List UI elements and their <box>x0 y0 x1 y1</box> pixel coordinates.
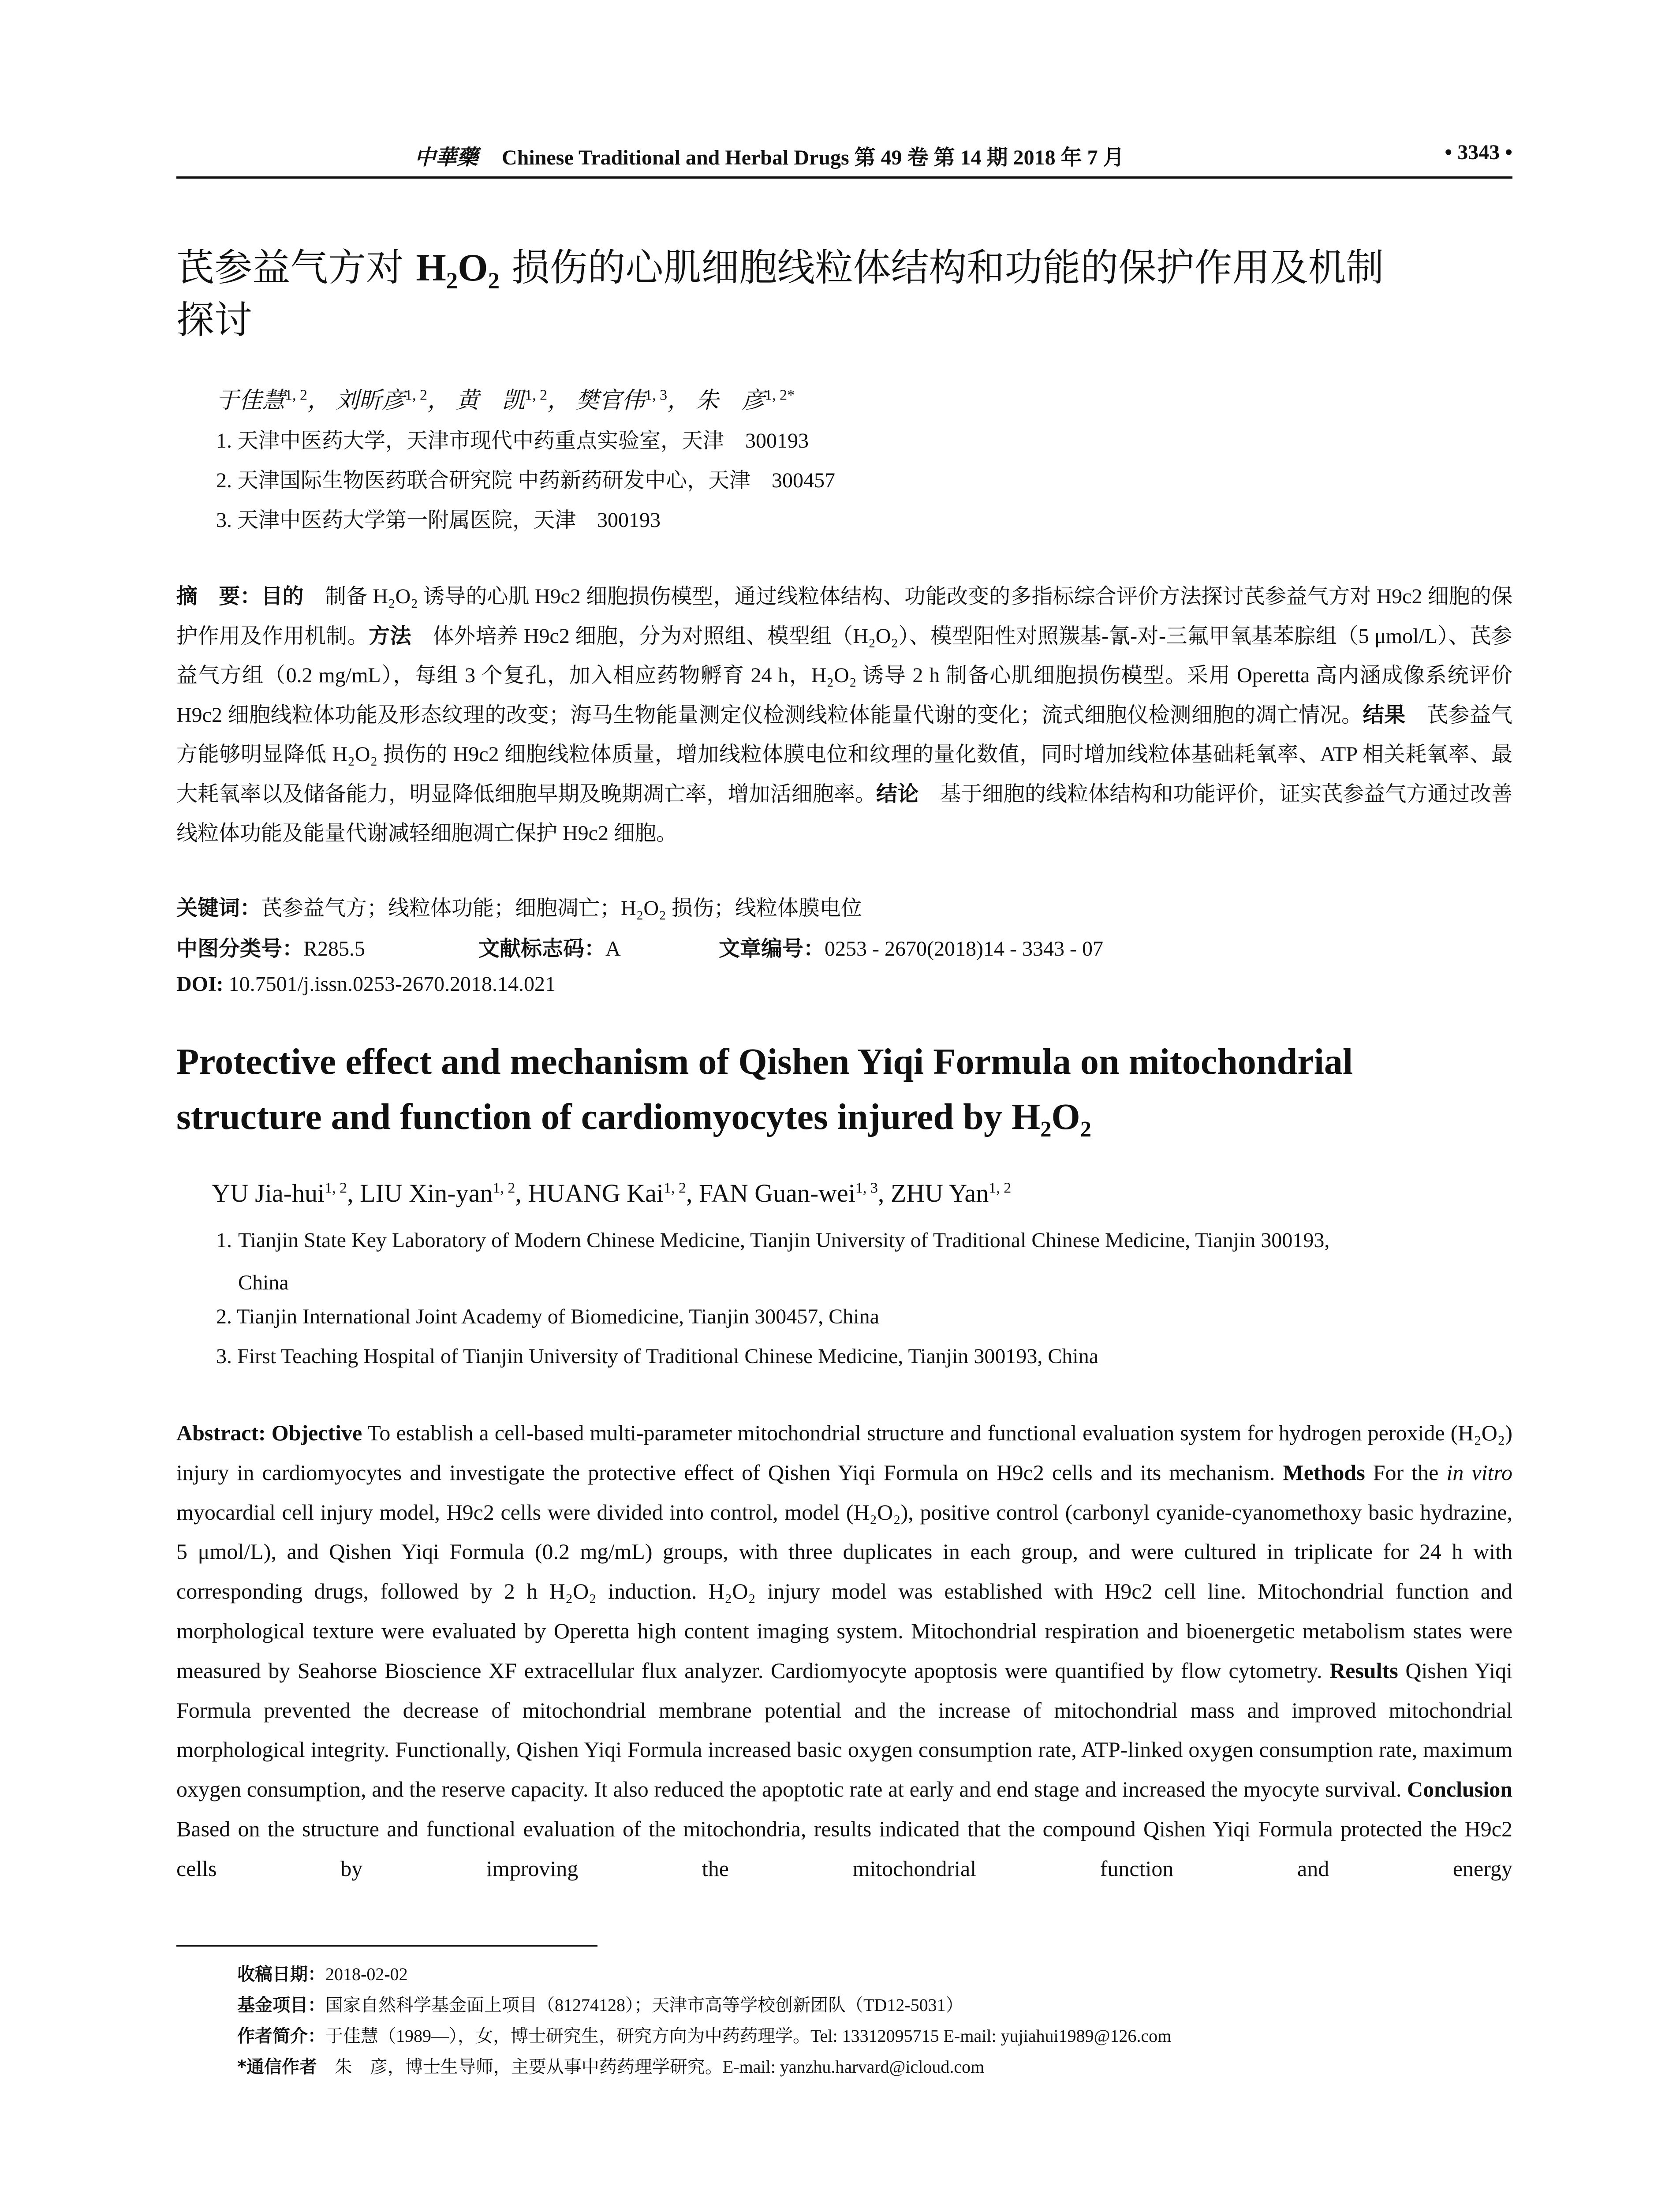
author-affil: 1, 2 <box>525 387 548 404</box>
abstract-chinese <box>176 577 1512 853</box>
received-label: 收稿日期： <box>237 1964 325 1984</box>
affiliation-cn-3: 3. 天津中医药大学第一附属医院，天津 300193 <box>216 508 661 532</box>
received-date: 2018-02-02 <box>325 1964 408 1984</box>
results-label: 结果 <box>1363 702 1406 727</box>
journal-issue: Chinese Traditional and Herbal Drugs 第 49 卷 第 14 期 2018 年 7 月 <box>502 146 1124 169</box>
author-name: FAN Guan-wei <box>699 1179 855 1207</box>
affiliation-en-3: 3. First Teaching Hospital of Tianjin University of Traditional Chinese Medicine, Tianjin 300193, China <box>216 1345 1099 1368</box>
article-number <box>719 931 1103 962</box>
doc-code-label: 文献标志码： <box>478 936 606 961</box>
author-name: ZHU Yan <box>890 1179 989 1207</box>
affiliation-text: Tianjin State Key Laboratory of Modern Chinese Medicine, Tianjin University of Traditional Chinese Medicine, Tianjin 300193, <box>238 1229 1330 1252</box>
corresponding-label: *通信作者 <box>237 2057 317 2077</box>
affiliation-en-2: 2. Tianjin International Joint Academy of Biomedicine, Tianjin 300457, China <box>216 1305 879 1328</box>
methods-text: 体外培养 H9c2 细胞，分为对照组、模型组（H₂O₂）、模型阳性对照羰基-氰-对-三氟甲氧基苯腙组（5 μmol/L）、芪参益气方组（0.2 mg/mL），每组 3 个复孔，加入相应药物孵育 24 h，H₂O₂ 诱导 2 h 制备心肌细胞损伤模型。采用 Operetta 高内涵成像系统评价 H9c2 细胞线粒体功能及形态纹理的改变；海马生物能量测定仪检测线粒体能量代谢的变化；流式细胞仪检测细胞的凋亡情况。 <box>176 624 1512 727</box>
author-name: 朱 彦 <box>696 388 765 413</box>
footnote-received <box>237 1960 408 1985</box>
author-name: 黄 凯 <box>456 388 525 413</box>
corresponding-text: 朱 彦，博士生导师，主要从事中药药理学研究。E-mail: yanzhu.harvard@icloud.com <box>317 2057 985 2077</box>
affiliation-en-1 <box>216 1219 1521 1304</box>
journal-logo: 中華藥 <box>414 146 478 169</box>
author-affil: 1, 3 <box>645 387 668 404</box>
author-affil: 1, 2 <box>405 387 428 404</box>
objective-en-text: To establish a cell-based multi-parameter mitochondrial structure and functional evaluation system for hydrogen peroxide (H₂O₂) injury in cardiomyocytes and investigate the protective effect of Qishen Yiqi Formula on H9c2 cells and its mechanism. <box>176 1420 1512 1485</box>
conclusion-label: 结论 <box>876 781 919 806</box>
author-name: HUANG Kai <box>528 1179 664 1207</box>
running-header <box>176 140 1512 167</box>
author-name: LIU Xin-yan <box>360 1179 493 1207</box>
methods-label: 方法 <box>369 623 412 648</box>
keywords-text: 芪参益气方；线粒体功能；细胞凋亡；H₂O₂ 损伤；线粒体膜电位 <box>261 897 862 920</box>
header-rule <box>176 176 1512 179</box>
author-name: 刘昕彦 <box>336 388 405 413</box>
abstract-en-label: Abstract: Objective <box>176 1420 362 1445</box>
title-cn-line2: 探讨 <box>176 298 252 342</box>
clc-label: 中图分类号： <box>176 936 304 961</box>
methods-en-italic: in vitro <box>1446 1460 1512 1485</box>
author-affil: 1, 2 <box>989 1180 1012 1196</box>
affiliation-cn-2: 2. 天津国际生物医药联合研究院 中药新药研发中心，天津 300457 <box>216 469 836 492</box>
clc-value: R285.5 <box>303 937 366 960</box>
objective-label: 目的 <box>261 584 304 609</box>
fund-label: 基金项目： <box>237 1995 325 2015</box>
footnote-fund <box>237 1991 963 2016</box>
author-name: YU Jia-hui <box>212 1179 325 1207</box>
abstract-label: 摘 要： <box>176 584 261 609</box>
bio-text: 于佳慧（1989—），女，博士研究生，研究方向为中药药理学。Tel: 13312095715 E-mail: yujiahui1989@126.com <box>325 2026 1172 2046</box>
article-number-label: 文章编号： <box>719 936 825 961</box>
classification-line <box>176 931 365 962</box>
page-number: • 3343 • <box>1445 141 1512 164</box>
author-affil: 1, 2 <box>664 1180 686 1196</box>
fund-text: 国家自然科学基金面上项目（81274128）；天津市高等学校创新团队（TD12-5031） <box>325 1995 963 2015</box>
journal-name <box>414 140 1124 171</box>
footnote-bio <box>237 2022 1171 2047</box>
title-chinese <box>176 242 1512 346</box>
authors-english: YU Jia-hui$^{1, 2}$, LIU Xin-yan$^{1, 2}$, HUANG Kai$^{1, 2}$, FAN Guan-wei$^{1, 3}$, ZHU Yan$^{1, 2}$ <box>212 1179 1012 1207</box>
title-cn-part1: 芪参益气方对 <box>176 246 416 290</box>
author-affil: 1, 2 <box>285 387 308 404</box>
keywords-cn <box>176 891 862 921</box>
results-en-text: Qishen Yiqi Formula prevented the decrease of mitochondrial membrane potential and the increase of mitochondrial mass and improved mitochondrial morphological integrity. Functionally, Qishen Yiqi Formula increased basic oxygen consumption rate, ATP-linked oxygen consumption rate, maximum oxygen consumption, and the reserve capacity. It also reduced the apoptotic rate at early and end stage and increased the myocyte survival. <box>176 1658 1512 1802</box>
article-number-value: 0253 - 2670(2018)14 - 3343 - 07 <box>825 937 1103 960</box>
author-affil: 1, 3 <box>855 1180 878 1196</box>
title-english <box>176 1034 1512 1144</box>
results-en-label: Results <box>1329 1658 1398 1683</box>
methods-en-label: Methods <box>1283 1460 1365 1485</box>
conclusion-en-text: Based on the structure and functional evaluation of the mitochondria, results indicated that the compound Qishen Yiqi Formula protected the H9c2 cells by improving the mitochondrial function and energy <box>176 1816 1512 1881</box>
title-cn-part2: 损伤的心肌细胞线粒体结构和功能的保护作用及机制 <box>500 246 1384 290</box>
author-affil: 1, 2 <box>493 1180 515 1196</box>
title-cn-formula: H₂O₂ <box>416 247 500 289</box>
conclusion-en-label: Conclusion <box>1407 1777 1512 1802</box>
title-en-line2: structure and function of cardiomyocytes injured by H₂O₂ <box>176 1096 1091 1137</box>
objective-text: 制备 H₂O₂ 诱导的心肌 H9c2 细胞损伤模型，通过线粒体结构、功能改变的多指标综合评价方法探讨芪参益气方对 H9c2 细胞的保护作用及作用机制。 <box>176 585 1512 648</box>
doi-line <box>176 972 556 996</box>
authors-chinese: 于佳慧$^{1, 2}$， 刘昕彦$^{1, 2}$， 黄 凯$^{1, 2}$， 樊官伟$^{1, 3}$， 朱 彦$^{1, 2*}$ <box>216 387 795 413</box>
keywords-label: 关键词： <box>176 896 261 920</box>
footnote-rule <box>176 1945 597 1947</box>
author-affil: 1, 2 <box>325 1180 347 1196</box>
conclusion-text: 基于细胞的线粒体结构和功能评价，证实芪参益气方通过改善线粒体功能及能量代谢减轻细胞凋亡保护 H9c2 细胞。 <box>176 782 1512 845</box>
doi-value: 10.7501/j.issn.0253-2670.2018.14.021 <box>223 972 556 996</box>
methods-en-text: For the <box>1365 1460 1447 1485</box>
affiliation-number: 1. <box>216 1229 232 1252</box>
doc-code-value: A <box>605 937 621 960</box>
abstract-english <box>176 1413 1512 1889</box>
affiliation-cn-1: 1. 天津中医药大学，天津市现代中药重点实验室，天津 300193 <box>216 429 809 452</box>
results-text: 芪参益气方能够明显降低 H₂O₂ 损伤的 H9c2 细胞线粒体质量，增加线粒体膜电位和纹理的量化数值，同时增加线粒体基础耗氧率、ATP 相关耗氧率、最大耗氧率以及储备能力，明显降低细胞早期及晚期凋亡率，增加活细胞率。 <box>176 703 1512 806</box>
author-name: 于佳慧 <box>216 388 285 413</box>
author-name: 樊官伟 <box>576 388 645 413</box>
affiliation-text-cont: China <box>238 1271 289 1294</box>
footnote-corresponding <box>237 2053 984 2078</box>
doi-label: DOI: <box>176 972 224 996</box>
methods-en-text-cont: myocardial cell injury model, H9c2 cells were divided into control, model (H₂O₂), positive control (carbonyl cyanide-cyanomethoxy basic hydrazine, 5 μmol/L), and Qishen Yiqi Formula (0.2 mg/mL) groups, with three duplicates in each group, and were cultured in triplicate for 24 h with corresponding drugs, followed by 2 h H₂O₂ induction. H₂O₂ injury model was established with H9c2 cell line. Mitochondrial function and morphological texture were evaluated by Operetta high content imaging system. Mitochondrial respiration and bioenergetic metabolism states were measured by Seahorse Bioscience XF extracellular flux analyzer. Cardiomyocyte apoptosis were quantified by flow cytometry. <box>176 1499 1512 1683</box>
author-affil: 1, 2* <box>765 387 795 404</box>
title-en-line1: Protective effect and mechanism of Qishen Yiqi Formula on mitochondrial <box>176 1041 1353 1082</box>
bio-label: 作者简介： <box>237 2026 325 2046</box>
doc-code <box>478 931 621 962</box>
